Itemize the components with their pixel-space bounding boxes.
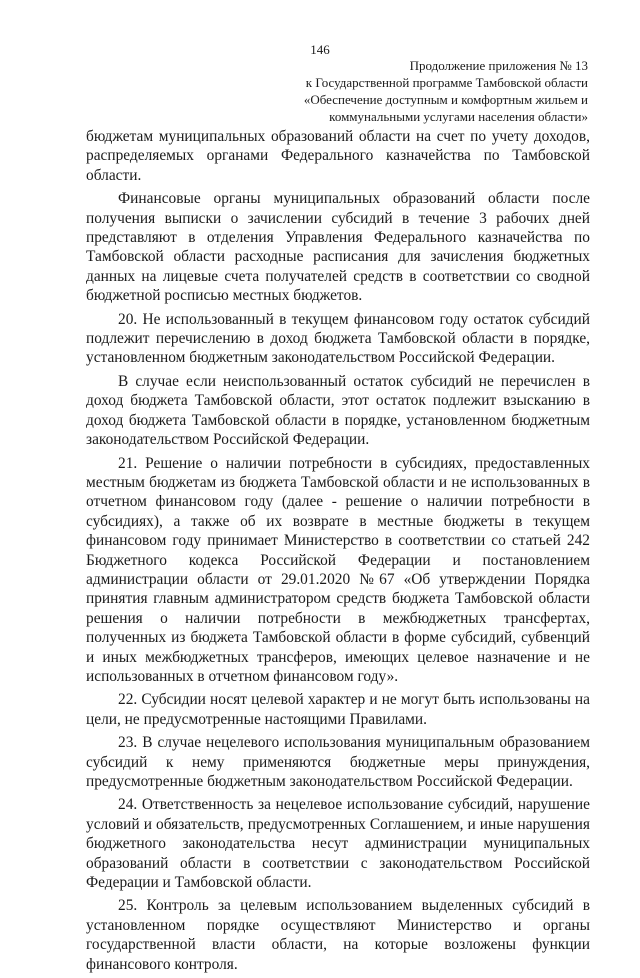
paragraph-item-24: 24. Ответственность за нецелевое использование субсидий, нарушение условий и обязательств, предусмотренных Соглашением, и иные нарушения бюджетного законодательства несут администрации муниципальных образований области в соответствии с законодательством Российской Федерации и Тамбовской области. bbox=[86, 796, 590, 892]
paragraph-item-21: 21. Решение о наличии потребности в субсидиях, предоставленных местным бюджетам из бюджета Тамбовской области и не использованных в отчетном финансовом году (далее - решение о наличии потребности в субсидиях), а также об их возврате в местные бюджеты в текущем финансовом году принимает Министерство в соответствии со статьей 242 Бюджетного кодекса Российской Федерации и постановлением администрации области от 29.01.2020 №67 «Об утверждении Порядка принятия главным администратором средств бюджета Тамбовской области решения о наличии потребности в межбюджетных трансфертах, полученных из бюджета Тамбовской области в форме субсидий, субвенций и иных межбюджетных трансферов, имеющих целевое назначение и не использованных в отчетном финансовом году». bbox=[86, 454, 590, 685]
paragraph: В случае если неиспользованный остаток субсидий не перечислен в доход бюджета Тамбовской области, этот остаток подлежит взысканию в доход бюджета Тамбовской области в порядке, установленном бюджетным законодательством Российской Федерации. bbox=[86, 372, 590, 449]
paragraph-continuation: бюджетам муниципальных образований области на счет по учету доходов, распределяемых органами Федерального казначейства по Тамбовской области. bbox=[86, 128, 590, 184]
appendix-header-line: коммунальными услугами населения области» bbox=[329, 109, 588, 124]
page-number: 146 bbox=[310, 42, 330, 57]
paragraph-item-20: 20. Не использованный в текущем финансовом году остаток субсидий подлежит перечислению в доход бюджета Тамбовской области в порядке, установленном бюджетным законодательством Российской Федерации. bbox=[86, 310, 590, 367]
document-body bbox=[86, 127, 590, 978]
appendix-header-line: «Обеспечение доступным и комфортным жильем и bbox=[303, 92, 588, 107]
appendix-header-line: Продолжение приложения № 13 bbox=[409, 58, 588, 73]
paragraph-item-25: 25. Контроль за целевым использованием выделенных субсидий в установленном порядке осуществляют Министерство и органы государственной власти области, на которые возложены функции финансового контроля. bbox=[86, 897, 590, 973]
paragraph-item-23: 23. В случае нецелевого использования муниципальным образованием субсидий к нему применяются бюджетные меры принуждения, предусмотренные бюджетным законодательством Российской Федерации. bbox=[86, 734, 590, 790]
paragraph-item-22: 22. Субсидии носят целевой характер и не могут быть использованы на цели, не предусмотренные настоящими Правилами. bbox=[86, 691, 590, 728]
appendix-header-line: к Государственной программе Тамбовской области bbox=[305, 75, 588, 90]
paragraph: Финансовые органы муниципальных образований области после получения выписки о зачислении субсидий в течение 3 рабочих дней представляют в отделения Управления Федерального казначейства по Тамбовской области расходные расписания для зачисления бюджетных данных на лицевые счета получателей средств в соответствии со сводной бюджетной росписью местных бюджетов. bbox=[86, 190, 590, 305]
appendix-header bbox=[258, 57, 588, 125]
